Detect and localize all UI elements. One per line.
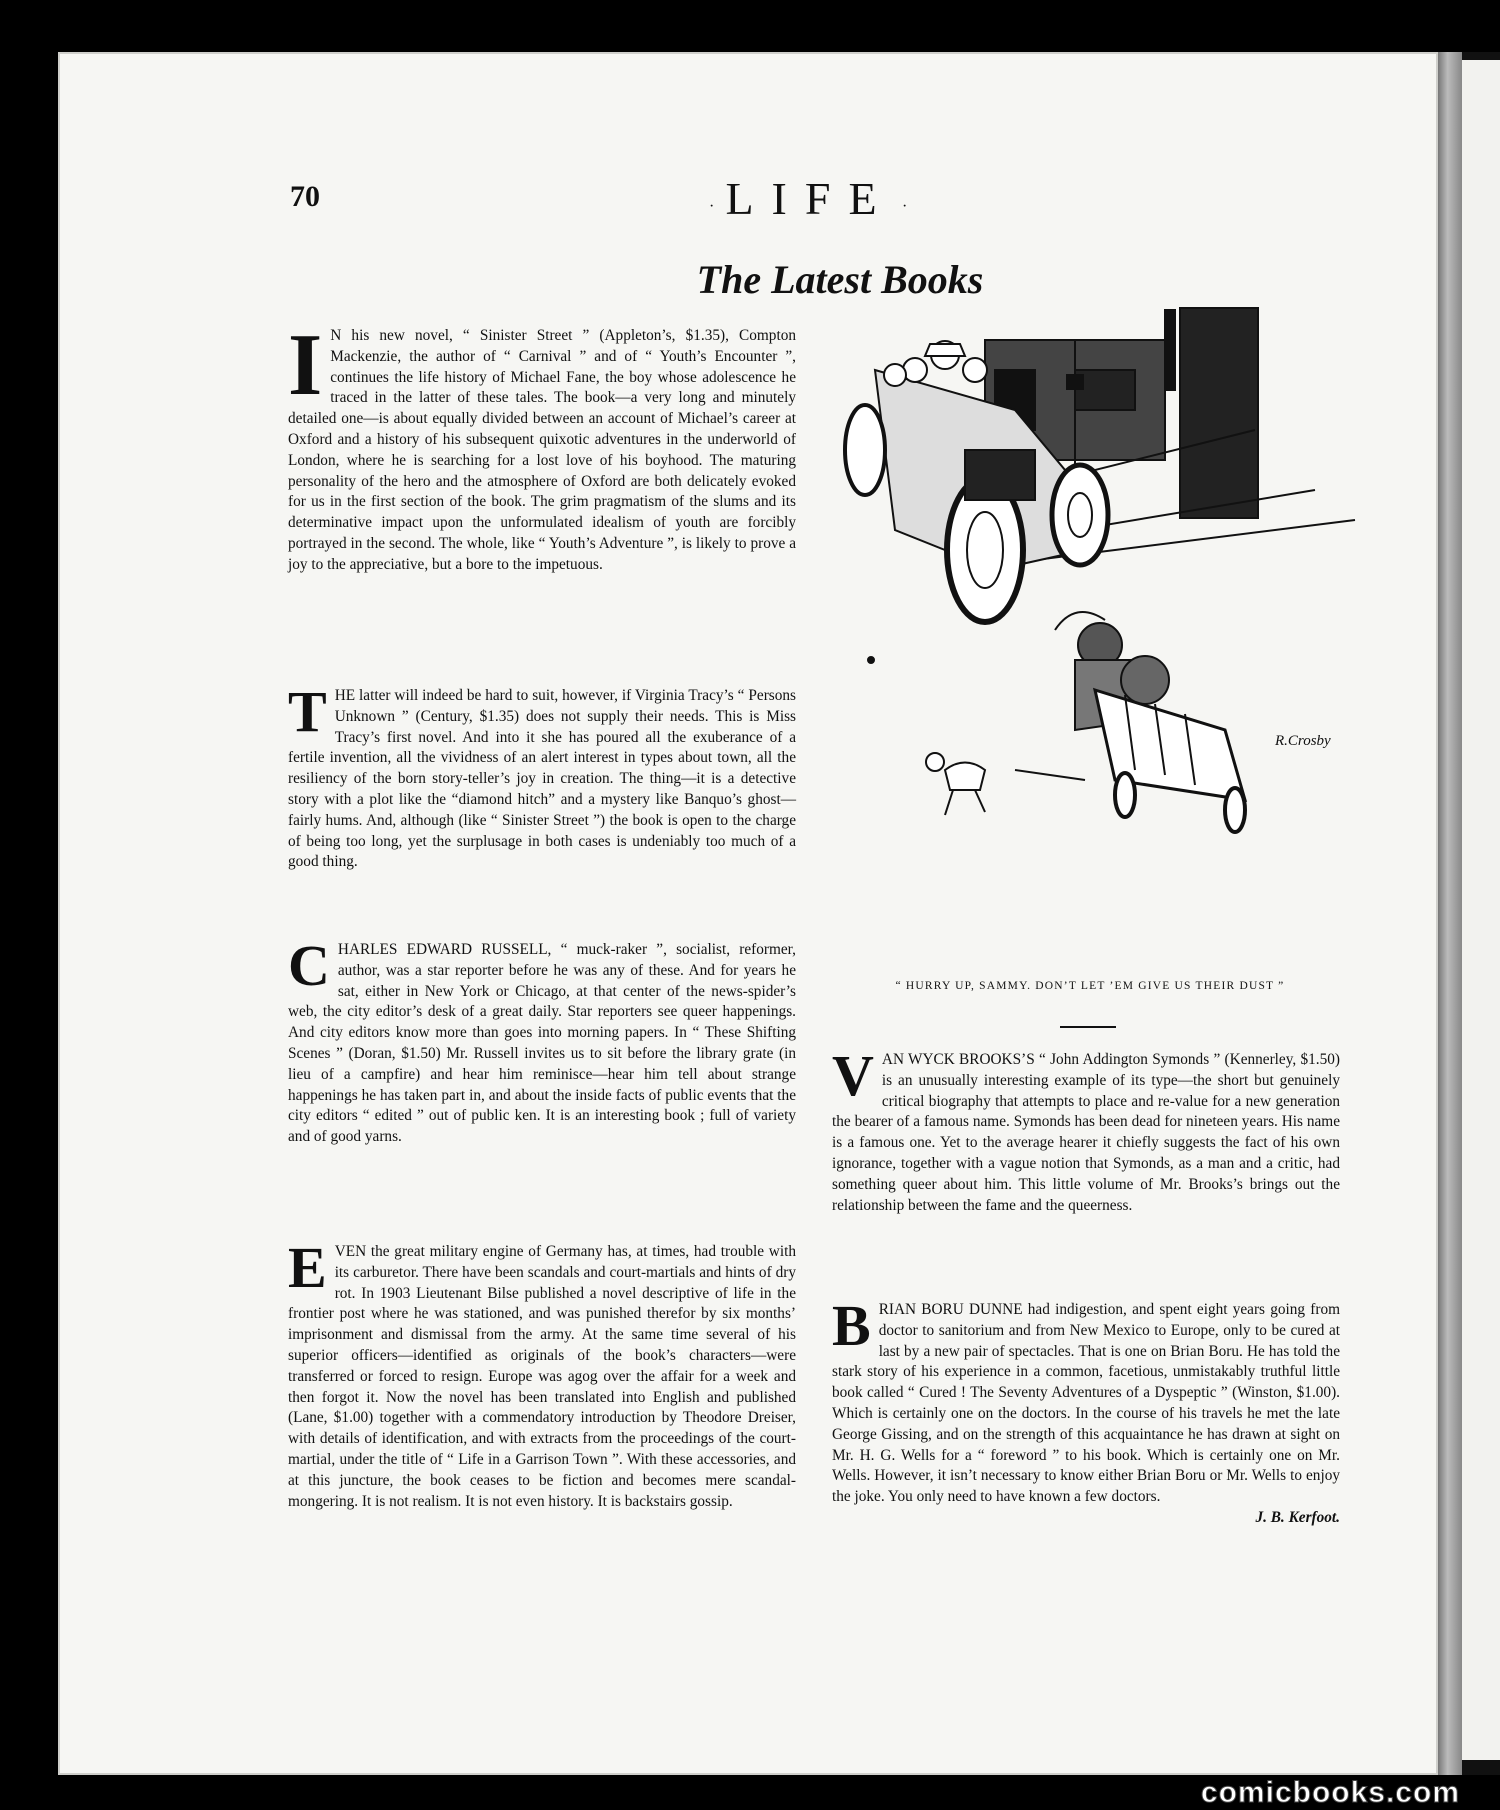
section-title: The Latest Books [696,257,984,302]
dropcap: V [832,1043,874,1108]
scan-border-top [0,0,1500,52]
dropcap: C [288,933,330,998]
page-number: 70 [290,180,320,213]
scan-border-left [0,0,58,1810]
article-text: HE latter will indeed be hard to suit, however, if Virginia Tracy’s “ Persons Unknown ” (Century, $1.35) does not supply their needs. This is Miss Tracy’s first novel. And into it she has poured all the exuberance of a fertile invention, all the vividness of an alert interest in types about town, all the resiliency of the born story-teller’s joy in creation. The thing—it is a detective story with a plot like the “diamond hitch” and a mystery like Banquo’s ghost—fairly hums. And, although (like “ Sinister Street ”) the book is open to the charge of being too long, yet the surplusage in both cases is undeniably too much of a good thing. [288,687,796,871]
review-cured [832,1293,1340,1529]
review-symonds [832,1043,1340,1216]
masthead-dot-right: · [902,198,908,215]
review-garrison-town [288,1235,796,1512]
author-signature: J. B. Kerfoot. [1255,1508,1340,1526]
review-persons-unknown [288,679,796,873]
adjacent-page-edge [1462,60,1500,1760]
watermark: comicbooks.com [1200,1776,1460,1809]
illustration-car-and-wagon [835,300,1430,972]
artist-signature: R.Crosby [1275,733,1331,749]
page-gutter [1438,52,1462,1775]
dropcap: T [288,679,327,744]
masthead: LIFE [725,173,895,224]
dropcap: E [288,1235,327,1300]
illustration-caption: “ HURRY UP, SAMMY. DON’T LET ’EM GIVE US THEIR DUST ” [895,980,1285,992]
section-divider [1060,1026,1116,1028]
review-these-shifting-scenes [288,933,796,1148]
review-sinister-street [288,317,796,576]
article-text: RIAN BORU DUNNE had indigestion, and spent eight years going from doctor to sanitorium and from New Mexico to Europe, only to be cured at last by a new pair of spectacles. That is one on Brian Boru. He has told the stark story of his experience in a common, facetious, unmistakably truthful little book called “ Cured ! The Seventy Adventures of a Dyspeptic ” (Winston, $1.00). Which is certainly one on the doctors. In the course of his travels he met the late George Gissing, and on the strength of this acquaintance he has drawn at sight on Mr. H. G. Wells for a “ foreword ” to his book. Which is certainly one on Mr. Wells. However, it isn’t necessary to know either Brian Boru or Mr. Wells to enjoy the joke. You only need to have known a few doctors. [832,1301,1340,1506]
masthead-dot-left: · [709,198,715,215]
article-text: HARLES EDWARD RUSSELL, “ muck-raker ”, socialist, reformer, author, was a star reporter before he was any of these. And for years he sat, either in New York or Chicago, at that center of the news-spider’s web, the city editor’s desk of a great daily. Star reporters see queer happenings. And city editors know more than goes into morning papers. In “ These Shifting Scenes ” (Doran, $1.50) Mr. Russell invites us to sit before the library grate (in lieu of a campfire) and hear him reminisce—hear him tell about strange happenings he has taken part in, and about the inside facts of public events that the city editors “ edited ” out of public ken. It is an interesting book ; full of variety and of good yarns. [288,941,796,1146]
article-text: VEN the great military engine of Germany has, at times, had trouble with its carburetor. There have been scandals and court-martials and hints of dry rot. In 1903 Lieutenant Bilse published a novel descriptive of life in the frontier post where he was stationed, and was punished therefor by six months’ imprisonment and dismissal from the army. At the same time several of his superior officers—identified as originals of the book’s characters—were transferred or forced to resign. Europe was agog over the affair for a week and then forgot it. Now the novel has been translated into English and published (Lane, $1.00) together with a commendatory introduction by Theodore Dreiser, with details of identification, and with extracts from the proceedings of the court-martial, under the title of “ Life in a Garrison Town ”. With these accessories, and at this juncture, the book ceases to be fiction and becomes mere scandal-mongering. It is not realism. It is not even history. It is backstairs gossip. [288,1243,796,1510]
article-text: AN WYCK BROOKS’S “ John Addington Symonds ” (Kennerley, $1.50) is an unusually interesting example of its type—the short but genuinely critical biography that attempts to place and re-value for a new generation the bearer of a famous name. Symonds has been dead for nineteen years. His name is a famous one. Yet to the average hearer it chiefly suggests the fact of his own ignorance, together with a vague notion that Symonds, as a man and a critic, had something queer about him. This little volume of Mr. Brooks’s brings out the relationship between the fame and the queerness. [832,1051,1340,1214]
dropcap: B [832,1293,871,1358]
article-text: N his new novel, “ Sinister Street ” (Appleton’s, $1.35), Compton Mackenzie, the author of “ Carnival ” and of “ Youth’s Encounter ”, continues the life history of Michael Fane, the boy whose adolescence he traced in the latter of these tales. The book—a very long and minutely detailed one—is about equally divided between an account of Michael’s career at Oxford and a history of his subsequent quixotic adventures in the underworld of London, where he is searching for a lost love of his boyhood. The maturing personality of the hero and the atmosphere of Oxford are both delicately evoked for us in the first section of the book. The grim pragmatism of the slums and its determinative impact upon the unformulated idealism of youth are forcibly portrayed in the second. The whole, like “ Youth’s Adventure ”, is likely to prove a joy to the appreciative, but a bore to the impetuous. [288,327,796,573]
dropcap: I [288,317,323,414]
